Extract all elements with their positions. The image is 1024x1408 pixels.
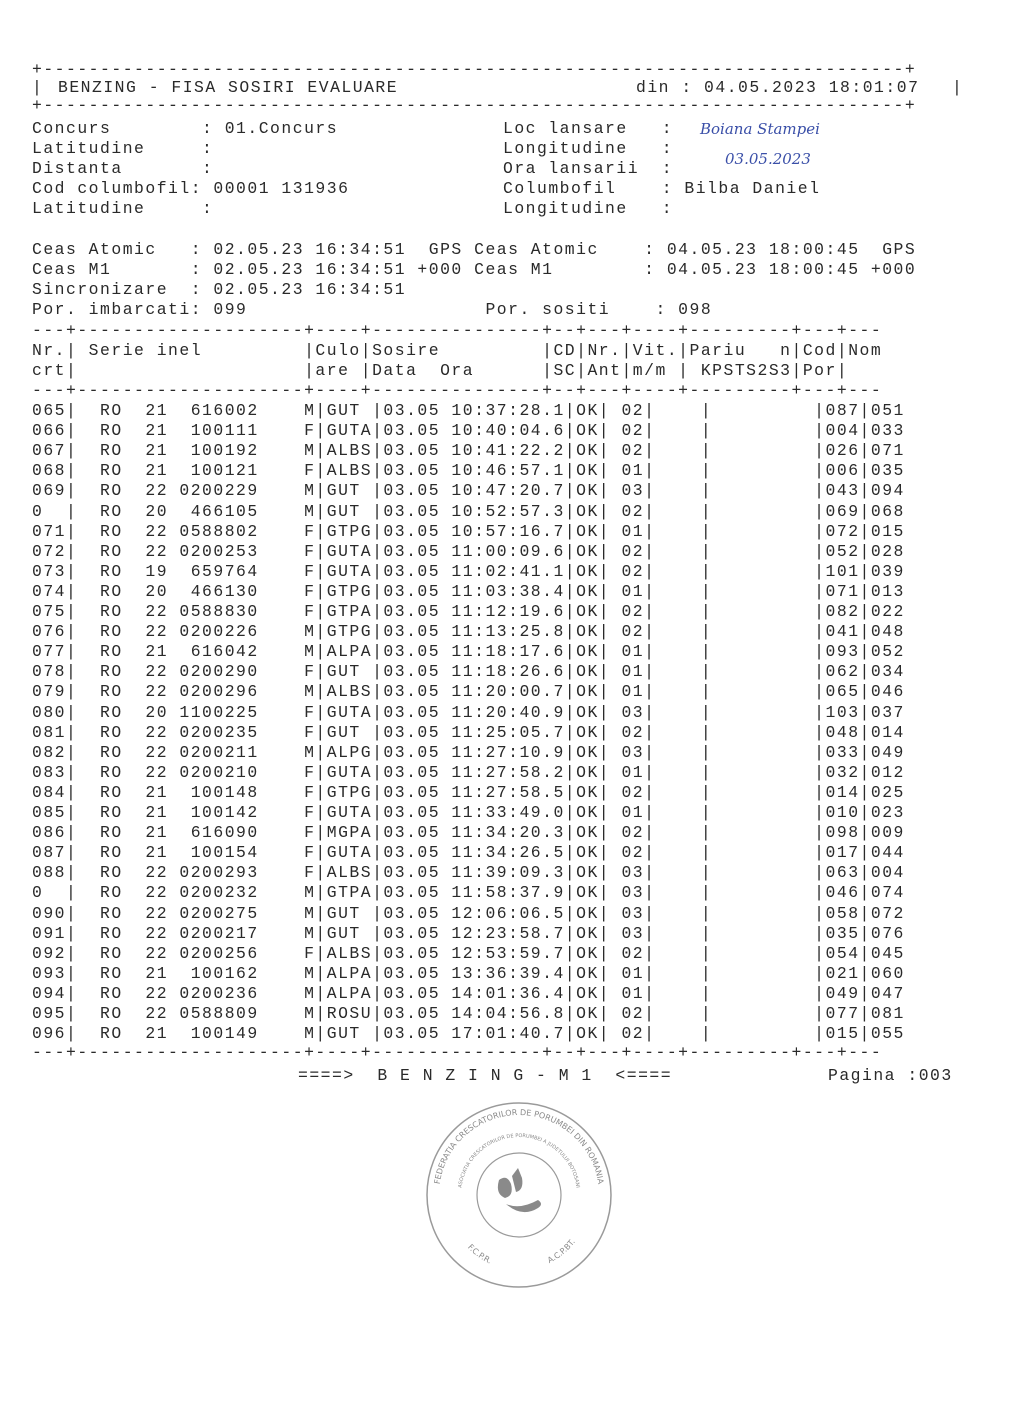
table-row: 096| RO 21 100149 M|GUT |03.05 17:01:40.7|OK| 02| | |015|055	[32, 1024, 905, 1044]
page-number: Pagina :003	[828, 1066, 953, 1085]
pigeon-body-icon	[506, 1200, 541, 1212]
table-row: 072| RO 22 0200253 F|GUTA|03.05 11:00:09.6|OK| 02| | |052|028	[32, 541, 905, 561]
pigeon-wing-icon	[498, 1178, 512, 1198]
stamp-outer-text: FEDERATIA CRESCATORILOR DE PORUMBEI DIN ROMANIA	[432, 1107, 606, 1185]
stamp-right-text: A.C.P.BT.	[545, 1237, 577, 1265]
table-row: 080| RO 20 1100225 F|GUTA|03.05 11:20:40.9|OK| 03| | |103|037	[32, 702, 905, 722]
ceas-atomic-line: Ceas Atomic : 02.05.23 16:34:51 GPS Ceas Atomic : 04.05.23 18:00:45 GPS	[32, 240, 917, 259]
table-row: 075| RO 22 0588830 F|GTPA|03.05 11:12:19.6|OK| 02| | |082|022	[32, 602, 905, 621]
table-separator-top: ---+--------------------+----+---------------+--+---+----+---------+---+---	[32, 321, 883, 340]
box-right-bar: |	[952, 78, 964, 97]
table-row: 087| RO 21 100154 F|GUTA|03.05 11:34:26.5|OK| 02| | |017|044	[32, 843, 905, 863]
table-row: 084| RO 21 100148 F|GTPG|03.05 11:27:58.5|OK| 02| | |014|025	[32, 782, 905, 802]
table-row: 069| RO 22 0200229 M|GUT |03.05 10:47:20.7|OK| 03| | |043|094	[32, 481, 905, 501]
table-header-row-1: Nr.| Serie inel |Culo|Sosire |CD|Nr.|Vit.|Pariu n|Cod|Nom	[32, 341, 883, 360]
loc-lansare-line: Loc lansare :	[503, 119, 674, 138]
document-title: BENZING - FISA SOSIRI EVALUARE	[58, 78, 399, 97]
table-row: 082| RO 22 0200211 M|ALPG|03.05 11:27:10.9|OK| 03| | |033|049	[32, 742, 905, 762]
table-row: 083| RO 22 0200210 F|GUTA|03.05 11:27:58.2|OK| 01| | |032|012	[32, 762, 905, 782]
table-row: 088| RO 22 0200293 F|ALBS|03.05 11:39:09.3|OK| 03| | |063|004	[32, 863, 905, 883]
flag-icon	[512, 1168, 522, 1192]
distanta-line: Distanta :	[32, 159, 214, 178]
footer-program: ====> B E N Z I N G - M 1 <====	[298, 1066, 673, 1085]
concurs-line: Concurs : 01.Concurs	[32, 119, 339, 138]
stamp-inner-text: ASOCIATIA CRESCATORILOR DE PORUMBEI A JUDETULUI BOTOSANI	[457, 1132, 581, 1189]
latitudine-line: Latitudine :	[32, 139, 214, 158]
table-row: 091| RO 22 0200217 M|GUT |03.05 12:23:58.7|OK| 03| | |035|076	[32, 923, 905, 943]
table-row: 085| RO 21 100142 F|GUTA|03.05 11:33:49.0|OK| 01| | |010|023	[32, 803, 905, 822]
svg-text:A.C.P.BT.	[546, 1237, 577, 1265]
table-row: 078| RO 22 0200290 F|GUT |03.05 11:18:26.6|OK| 01| | |062|034	[32, 662, 905, 682]
table-row: 073| RO 19 659764 F|GUTA|03.05 11:02:41.1|OK| 02| | |101|039	[32, 561, 905, 581]
table-row: 0 | RO 20 466105 M|GUT |03.05 10:52:57.3|OK| 02| | |069|068	[32, 501, 905, 521]
table-row: 065| RO 21 616002 M|GUT |03.05 10:37:28.1|OK| 02| | |087|051	[32, 401, 905, 420]
table-row: 090| RO 22 0200275 M|GUT |03.05 12:06:06.5|OK| 03| | |058|072	[32, 903, 905, 923]
cod-columbofil-line: Cod columbofil: 00001 131936	[32, 179, 350, 198]
document-date: din : 04.05.2023 18:01:07	[636, 78, 920, 97]
table-row: 068| RO 21 100121 F|ALBS|03.05 10:46:57.1|OK| 01| | |006|035	[32, 461, 905, 481]
handwritten-place: Boiana Stampei	[700, 120, 820, 138]
table-row: 093| RO 21 100162 M|ALPA|03.05 13:36:39.4|OK| 01| | |021|060	[32, 963, 905, 983]
table-row: 067| RO 21 100192 M|ALBS|03.05 10:41:22.2|OK| 02| | |026|071	[32, 441, 905, 461]
table-row: 071| RO 22 0588802 F|GTPG|03.05 10:57:16.7|OK| 01| | |072|015	[32, 521, 905, 541]
sincronizare-line: Sincronizare : 02.05.23 16:34:51	[32, 280, 407, 299]
table-row: 092| RO 22 0200256 F|ALBS|03.05 12:53:59.7|OK| 02| | |054|045	[32, 943, 905, 963]
longitudine-line: Longitudine :	[503, 139, 674, 158]
table-row: 079| RO 22 0200296 M|ALBS|03.05 11:20:00.7|OK| 01| | |065|046	[32, 682, 905, 702]
table-row: 081| RO 22 0200235 F|GUT |03.05 11:25:05.7|OK| 02| | |048|014	[32, 722, 905, 742]
table-separator-header: ---+--------------------+----+---------------+--+---+----+---------+---+---	[32, 381, 883, 400]
table-row: 094| RO 22 0200236 M|ALPA|03.05 14:01:36.4|OK| 01| | |049|047	[32, 983, 905, 1003]
porumbei-line: Por. imbarcati: 099 Por. sositi : 098	[32, 300, 713, 319]
association-stamp-icon	[424, 1100, 614, 1290]
table-separator-bottom: ---+--------------------+----+---------------+--+---+----+---------+---+---	[32, 1043, 883, 1062]
table-row: 077| RO 21 616042 M|ALPA|03.05 11:18:17.6|OK| 01| | |093|052	[32, 642, 905, 662]
table-row: 095| RO 22 0588809 M|ROSU|03.05 14:04:56.8|OK| 02| | |077|081	[32, 1004, 905, 1023]
stamp-bottom-text: F.C.P.R.	[465, 1242, 493, 1266]
table-row: 0 | RO 22 0200232 M|GTPA|03.05 11:58:37.9|OK| 03| | |046|074	[32, 883, 905, 903]
table-row: 086| RO 21 616090 F|MGPA|03.05 11:34:20.3|OK| 02| | |098|009	[32, 823, 905, 843]
table-header-row-2: crt| |are |Data Ora |SC|Ant|m/m | KPSTS2S3|Por|	[32, 361, 849, 380]
svg-text:F.C.P.R.	[466, 1242, 493, 1265]
latitudine-line-2: Latitudine :	[32, 199, 214, 218]
handwritten-date: 03.05.2023	[725, 150, 811, 168]
box-bottom-border: +----------------------------------------------------------------------------+	[32, 96, 917, 115]
table-row: 066| RO 21 100111 F|GUTA|03.05 10:40:04.6|OK| 02| | |004|033	[32, 421, 905, 441]
box-left-bar: |	[32, 78, 44, 97]
table-row: 076| RO 22 0200226 M|GTPG|03.05 11:13:25.8|OK| 02| | |041|048	[32, 622, 905, 642]
box-top-border: +----------------------------------------------------------------------------+	[32, 60, 917, 79]
ceas-m1-line: Ceas M1 : 02.05.23 16:34:51 +000 Ceas M1 : 04.05.23 18:00:45 +000	[32, 260, 917, 279]
columbofil-line: Columbofil : Bilba Daniel	[503, 179, 821, 198]
ora-lansarii-line: Ora lansarii :	[503, 159, 674, 178]
table-row: 074| RO 20 466130 F|GTPG|03.05 11:03:38.4|OK| 01| | |071|013	[32, 581, 905, 601]
longitudine-line-2: Longitudine :	[503, 199, 674, 218]
